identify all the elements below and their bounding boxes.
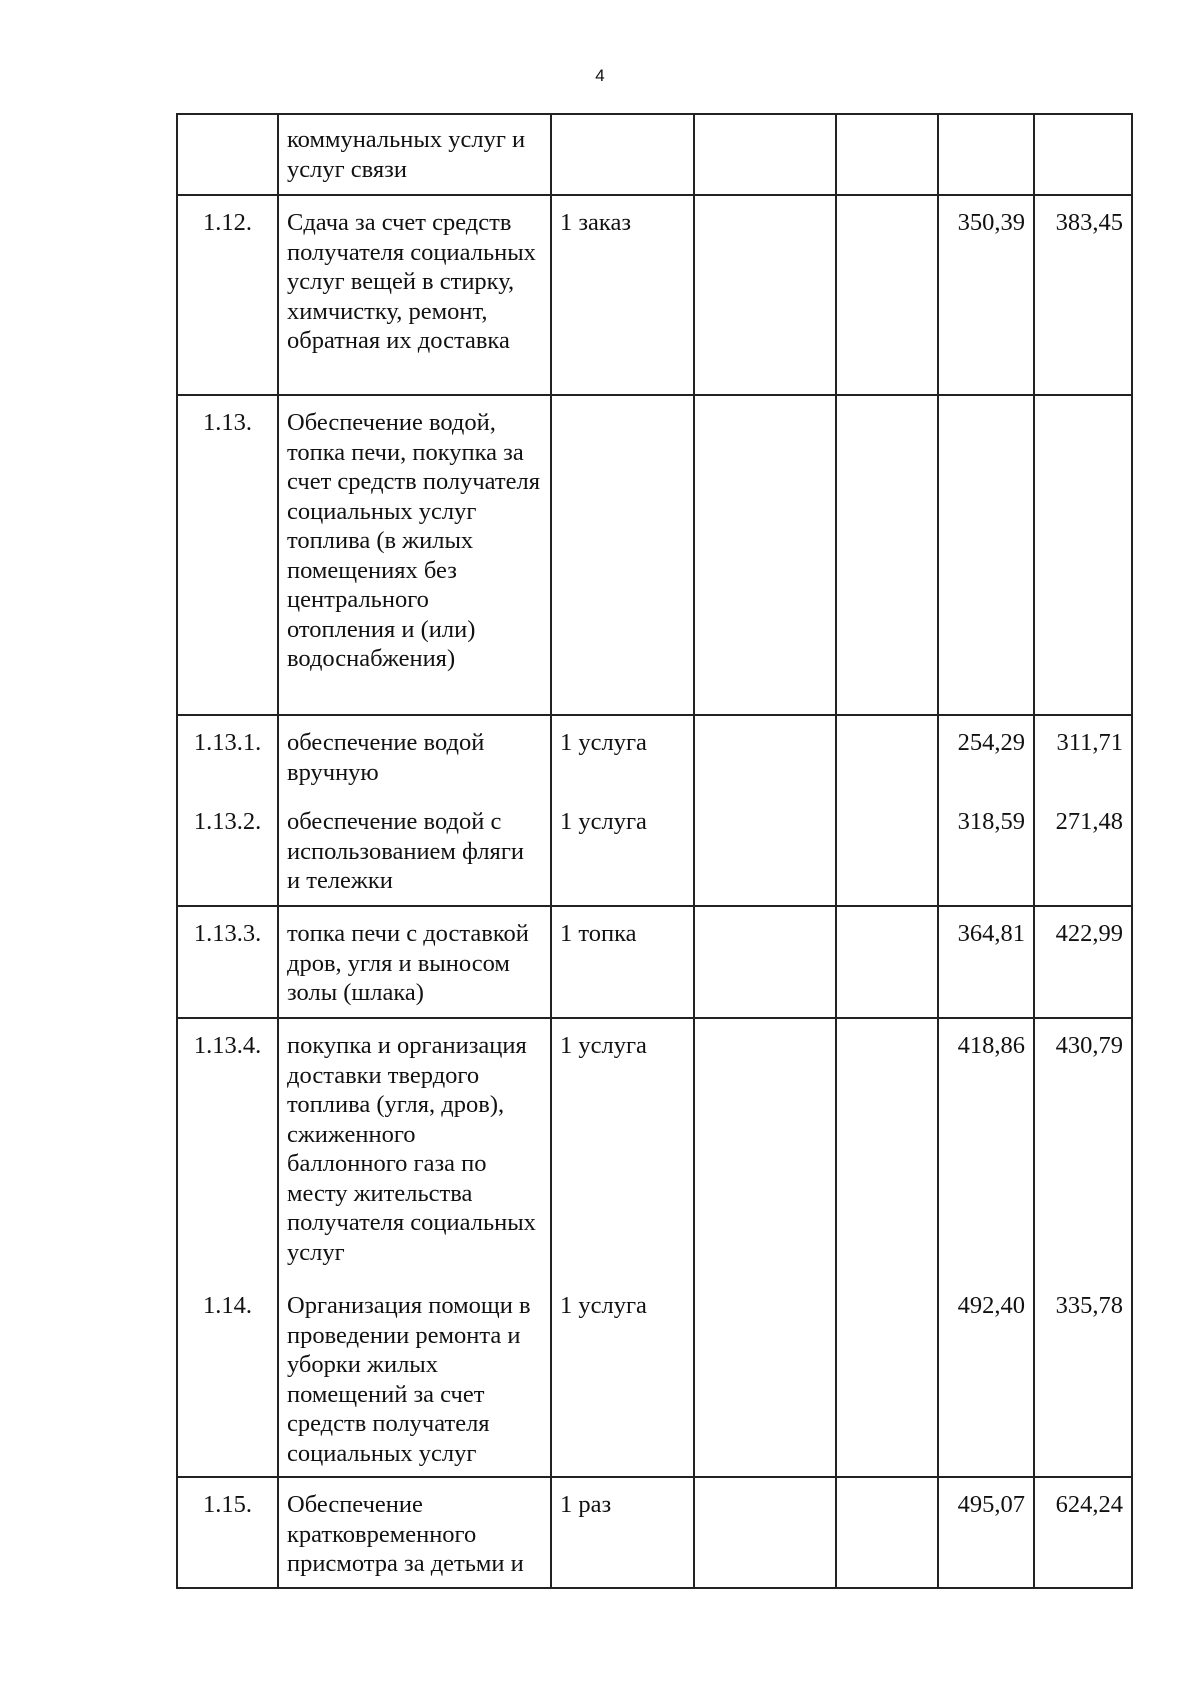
value-cell: 430,79 <box>1034 1018 1132 1279</box>
value-cell: 335,78 <box>1034 1279 1132 1477</box>
empty-cell <box>694 114 836 195</box>
empty-cell <box>694 1279 836 1477</box>
table-row <box>177 1018 1132 1279</box>
value-cell: 418,86 <box>938 1018 1034 1279</box>
table-row <box>177 715 1132 795</box>
value-cell: 364,81 <box>938 906 1034 1018</box>
table-row <box>177 795 1132 906</box>
service-name: обеспечение водой вручную <box>278 715 551 795</box>
empty-cell <box>836 114 938 195</box>
empty-cell <box>836 795 938 906</box>
services-table <box>176 113 1133 1589</box>
row-number: 1.13. <box>177 395 278 715</box>
value-cell: 495,07 <box>938 1477 1034 1588</box>
table-row <box>177 114 1132 195</box>
value-cell: 311,71 <box>1034 715 1132 795</box>
value-cell <box>1034 114 1132 195</box>
empty-cell <box>694 795 836 906</box>
value-cell: 492,40 <box>938 1279 1034 1477</box>
service-name: Организация помощи в проведении ремонта и уборки жилых помещений за счет средств получателя социальных услуг <box>278 1279 551 1477</box>
service-name: Обеспечение кратковременного присмотра за детьми и <box>278 1477 551 1588</box>
service-name: топка печи с доставкой дров, угля и выносом золы (шлака) <box>278 906 551 1018</box>
value-cell <box>1034 395 1132 715</box>
unit-cell: 1 услуга <box>551 1279 694 1477</box>
table-row <box>177 195 1132 395</box>
row-number <box>177 114 278 195</box>
service-name: обеспечение водой с использованием фляги и тележки <box>278 795 551 906</box>
value-cell: 383,45 <box>1034 195 1132 395</box>
empty-cell <box>694 906 836 1018</box>
value-cell: 350,39 <box>938 195 1034 395</box>
value-cell: 422,99 <box>1034 906 1132 1018</box>
value-cell: 254,29 <box>938 715 1034 795</box>
value-cell: 624,24 <box>1034 1477 1132 1588</box>
empty-cell <box>694 715 836 795</box>
row-number: 1.12. <box>177 195 278 395</box>
unit-cell <box>551 395 694 715</box>
empty-cell <box>694 1477 836 1588</box>
table-row <box>177 395 1132 715</box>
unit-cell: 1 раз <box>551 1477 694 1588</box>
unit-cell: 1 заказ <box>551 195 694 395</box>
empty-cell <box>694 1018 836 1279</box>
empty-cell <box>836 1477 938 1588</box>
row-number: 1.13.3. <box>177 906 278 1018</box>
row-number: 1.13.4. <box>177 1018 278 1279</box>
service-name: Сдача за счет средств получателя социальных услуг вещей в стирку, химчистку, ремонт, обратная их доставка <box>278 195 551 395</box>
unit-cell: 1 услуга <box>551 1018 694 1279</box>
empty-cell <box>836 715 938 795</box>
row-number: 1.14. <box>177 1279 278 1477</box>
value-cell <box>938 114 1034 195</box>
table-row <box>177 1279 1132 1477</box>
empty-cell <box>836 395 938 715</box>
unit-cell: 1 услуга <box>551 715 694 795</box>
service-name: коммунальных услуг и услуг связи <box>278 114 551 195</box>
unit-cell: 1 топка <box>551 906 694 1018</box>
unit-cell <box>551 114 694 195</box>
empty-cell <box>836 195 938 395</box>
empty-cell <box>836 1018 938 1279</box>
row-number: 1.15. <box>177 1477 278 1588</box>
row-number: 1.13.1. <box>177 715 278 795</box>
empty-cell <box>836 906 938 1018</box>
table-row <box>177 906 1132 1018</box>
empty-cell <box>694 395 836 715</box>
service-name: Обеспечение водой, топка печи, покупка за счет средств получателя социальных услуг топлива (в жилых помещениях без центрального отопления и (или) водоснабжения) <box>278 395 551 715</box>
value-cell: 271,48 <box>1034 795 1132 906</box>
row-number: 1.13.2. <box>177 795 278 906</box>
page-number: 4 <box>595 66 605 85</box>
unit-cell: 1 услуга <box>551 795 694 906</box>
value-cell <box>938 395 1034 715</box>
table-row <box>177 1477 1132 1588</box>
empty-cell <box>836 1279 938 1477</box>
service-name: покупка и организация доставки твердого топлива (угля, дров), сжиженного баллонного газа по месту жительства получателя социальных услуг <box>278 1018 551 1279</box>
empty-cell <box>694 195 836 395</box>
value-cell: 318,59 <box>938 795 1034 906</box>
